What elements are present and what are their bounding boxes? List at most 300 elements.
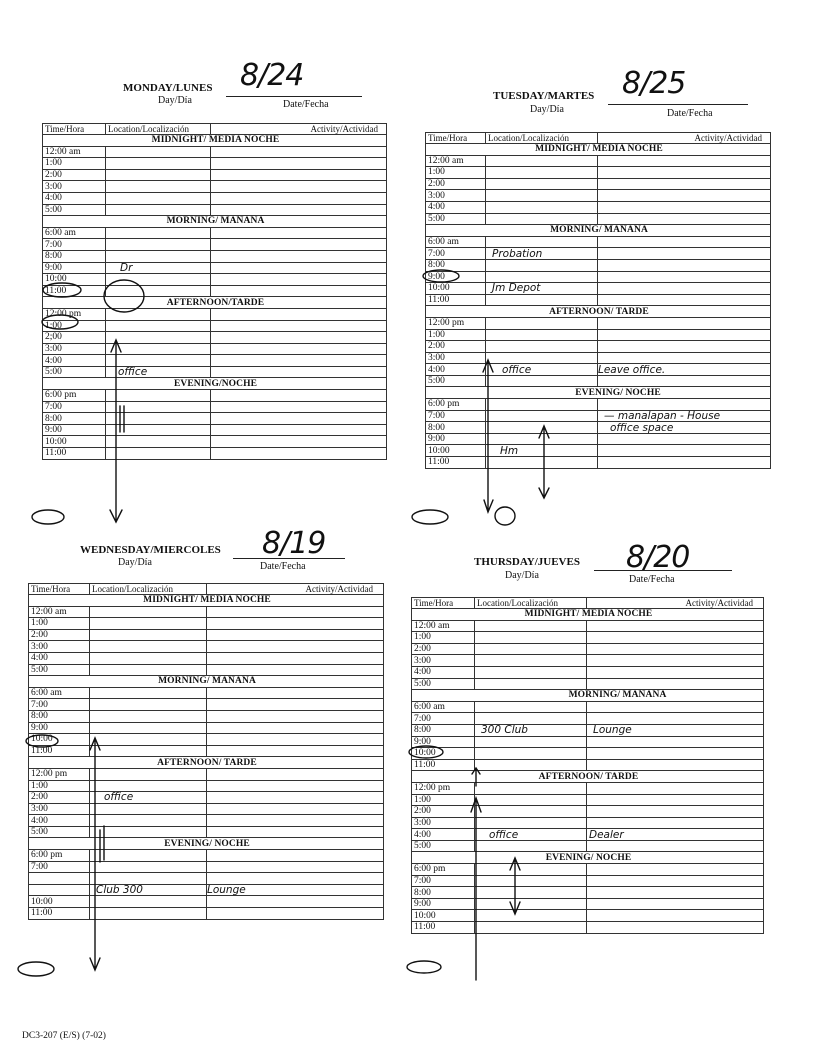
activity-cell — [207, 641, 384, 653]
time-cell: 6:00 pm — [412, 864, 475, 876]
location-cell — [475, 922, 587, 934]
location-cell — [475, 817, 587, 829]
location-cell — [486, 190, 598, 202]
time-row — [426, 410, 771, 422]
time-row — [426, 167, 771, 179]
section-row-morning — [412, 690, 764, 702]
location-cell — [90, 896, 207, 908]
time-row — [29, 664, 384, 676]
activity-cell — [211, 146, 387, 158]
time-row — [426, 155, 771, 167]
time-cell: 10:00 — [43, 274, 106, 286]
location-cell — [106, 343, 211, 355]
time-row — [29, 884, 384, 896]
time-row — [29, 861, 384, 873]
activity-cell — [207, 850, 384, 862]
time-row — [29, 780, 384, 792]
activity-cell — [587, 864, 764, 876]
location-cell — [106, 320, 211, 332]
location-cell — [475, 875, 587, 887]
time-row — [29, 896, 384, 908]
activity-cell — [598, 201, 771, 213]
time-cell: 2:00 — [412, 806, 475, 818]
activity-cell — [211, 401, 387, 413]
activity-cell — [207, 803, 384, 815]
location-cell — [90, 873, 207, 885]
time-row — [29, 629, 384, 641]
section-evening: EVENING/ NOCHE — [412, 852, 764, 864]
time-row — [43, 285, 387, 297]
time-row — [426, 352, 771, 364]
location-cell — [475, 782, 587, 794]
table-header-row — [29, 584, 384, 595]
time-row — [426, 236, 771, 248]
time-cell: 7:00 — [43, 401, 106, 413]
section-row-afternoon — [43, 297, 387, 309]
activity-cell — [587, 632, 764, 644]
location-cell — [106, 401, 211, 413]
time-row — [43, 146, 387, 158]
location-cell — [475, 620, 587, 632]
activity-cell — [211, 192, 387, 204]
location-cell — [90, 850, 207, 862]
section-row-evening — [426, 387, 771, 399]
time-row — [426, 341, 771, 353]
time-cell: 3:00 — [426, 352, 486, 364]
time-cell: 5:00 — [29, 826, 90, 838]
time-cell: 6:00 pm — [426, 399, 486, 411]
location-cell — [475, 736, 587, 748]
time-row — [29, 734, 384, 746]
activity-cell — [211, 413, 387, 425]
location-cell: Jm Depot — [486, 283, 598, 295]
time-cell: 4:00 — [412, 829, 475, 841]
time-cell: 3:00 — [43, 343, 106, 355]
time-row — [412, 759, 764, 771]
activity-cell — [587, 748, 764, 760]
time-cell: 5:00 — [29, 664, 90, 676]
time-row — [426, 457, 771, 469]
wednesday-day-sub: Day/Día — [118, 557, 152, 568]
location-cell — [106, 158, 211, 170]
time-cell: 11:00 — [426, 457, 486, 469]
time-cell: 10:00 — [29, 896, 90, 908]
location-cell — [90, 908, 207, 920]
col-activity-header: Activity/Actividad — [207, 584, 384, 595]
time-cell: 5:00 — [412, 678, 475, 690]
location-cell — [486, 375, 598, 387]
activity-cell — [587, 713, 764, 725]
time-cell: 10:00 — [426, 445, 486, 457]
activity-cell — [207, 745, 384, 757]
location-cell — [475, 701, 587, 713]
activity-cell — [598, 329, 771, 341]
time-row — [43, 227, 387, 239]
time-row — [426, 329, 771, 341]
location-cell — [90, 699, 207, 711]
activity-cell — [211, 436, 387, 448]
section-afternoon: AFTERNOON/ TARDE — [29, 757, 384, 769]
activity-cell — [598, 271, 771, 283]
activity-cell — [598, 399, 771, 411]
time-row — [412, 864, 764, 876]
activity-cell — [598, 213, 771, 225]
time-cell: 6:00 pm — [29, 850, 90, 862]
activity-cell — [587, 840, 764, 852]
location-cell — [486, 433, 598, 445]
time-row — [29, 687, 384, 699]
time-cell: 9:00 — [426, 271, 486, 283]
wednesday-date: 8/19 — [262, 526, 326, 561]
time-row — [426, 399, 771, 411]
thursday-date: 8/20 — [626, 540, 690, 575]
time-row — [43, 320, 387, 332]
time-row — [43, 158, 387, 170]
monday-day-title: MONDAY/LUNES — [123, 82, 213, 94]
col-time-header: Time/Hora — [29, 584, 90, 595]
time-cell: 4:00 — [29, 652, 90, 664]
activity-cell: Leave office. — [598, 364, 771, 376]
activity-cell — [211, 181, 387, 193]
activity-cell — [598, 167, 771, 179]
time-row — [29, 641, 384, 653]
location-cell — [475, 666, 587, 678]
activity-cell — [207, 873, 384, 885]
activity-cell — [587, 678, 764, 690]
time-cell: 11:00 — [412, 922, 475, 934]
section-morning: MORNING/ MAÑANA — [29, 676, 384, 688]
activity-cell — [211, 332, 387, 344]
activity-cell — [598, 375, 771, 387]
location-cell: office — [90, 792, 207, 804]
circle-mark — [412, 510, 448, 524]
time-row — [426, 375, 771, 387]
activity-cell — [207, 629, 384, 641]
section-afternoon: AFTERNOON/ TARDE — [412, 771, 764, 783]
col-location-header: Location/Localización — [90, 584, 207, 595]
time-row — [426, 283, 771, 295]
location-cell — [486, 236, 598, 248]
location-cell — [106, 146, 211, 158]
time-row — [43, 332, 387, 344]
activity-cell — [587, 666, 764, 678]
time-row — [426, 201, 771, 213]
activity-cell — [598, 294, 771, 306]
activity-cell — [587, 887, 764, 899]
section-row-morning — [426, 225, 771, 237]
time-row — [412, 817, 764, 829]
time-cell: 2:00 — [426, 341, 486, 353]
time-cell: 2:00 — [426, 178, 486, 190]
activity-cell — [598, 259, 771, 271]
activity-cell — [587, 655, 764, 667]
time-cell: 12:00 am — [412, 620, 475, 632]
activity-cell — [211, 448, 387, 460]
time-cell: 7:00 — [43, 239, 106, 251]
location-cell — [90, 815, 207, 827]
section-morning: MORNING/ MAÑANA — [43, 216, 387, 228]
time-cell: 10:00 — [426, 283, 486, 295]
time-row — [43, 169, 387, 181]
location-cell — [486, 410, 598, 422]
time-cell: 7:00 — [426, 248, 486, 260]
table-header-row — [426, 133, 771, 144]
time-cell: 8:00 — [43, 413, 106, 425]
section-row-afternoon — [412, 771, 764, 783]
time-row — [29, 652, 384, 664]
location-cell — [90, 745, 207, 757]
activity-cell — [587, 922, 764, 934]
time-cell: 5:00 — [43, 366, 106, 378]
time-cell: 5:00 — [426, 213, 486, 225]
time-cell: 5:00 — [426, 375, 486, 387]
activity-cell — [207, 896, 384, 908]
time-cell: 1:00 — [426, 329, 486, 341]
location-cell — [486, 399, 598, 411]
activity-cell — [207, 908, 384, 920]
location-cell — [106, 355, 211, 367]
col-location-header: Location/Localización — [486, 133, 598, 144]
time-cell: 12:00 am — [29, 606, 90, 618]
time-cell: 6:00 am — [426, 236, 486, 248]
section-row-midnight — [43, 135, 387, 147]
time-row — [43, 355, 387, 367]
time-row — [43, 262, 387, 274]
time-row — [426, 294, 771, 306]
time-row — [29, 815, 384, 827]
time-cell: 1:00 — [43, 320, 106, 332]
activity-cell — [207, 734, 384, 746]
time-row — [412, 806, 764, 818]
time-cell: 11:00 — [29, 908, 90, 920]
location-cell — [90, 664, 207, 676]
activity-cell — [598, 155, 771, 167]
time-row — [29, 873, 384, 885]
activity-cell — [598, 445, 771, 457]
location-cell — [486, 457, 598, 469]
activity-cell — [207, 826, 384, 838]
activity-cell — [211, 239, 387, 251]
location-cell — [475, 632, 587, 644]
time-cell: 8:00 — [426, 422, 486, 434]
time-row — [29, 606, 384, 618]
wednesday-log-table — [28, 583, 384, 920]
table-header-row — [412, 598, 764, 609]
time-cell: 12:00 pm — [43, 308, 106, 320]
activity-cell: Dealer — [587, 829, 764, 841]
time-cell: 12:00 am — [426, 155, 486, 167]
time-cell: 11:00 — [43, 285, 106, 297]
location-cell — [475, 910, 587, 922]
location-cell — [106, 413, 211, 425]
activity-cell — [587, 736, 764, 748]
thursday-log-table — [411, 597, 764, 934]
time-cell: 11:00 — [426, 294, 486, 306]
time-row — [29, 826, 384, 838]
time-row — [412, 632, 764, 644]
activity-cell — [211, 308, 387, 320]
tuesday-date: 8/25 — [622, 66, 686, 101]
activity-cell — [207, 722, 384, 734]
time-row — [43, 401, 387, 413]
location-cell — [106, 390, 211, 402]
tuesday-day-sub: Day/Día — [530, 104, 564, 115]
location-cell — [475, 655, 587, 667]
location-cell — [475, 759, 587, 771]
location-cell — [90, 780, 207, 792]
time-row — [29, 803, 384, 815]
time-row — [412, 910, 764, 922]
time-row — [412, 794, 764, 806]
time-cell: 8:00 — [412, 887, 475, 899]
activity-cell — [598, 236, 771, 248]
time-row — [412, 701, 764, 713]
time-row — [29, 768, 384, 780]
form-code: DC3-207 (E/S) (7-02) — [22, 1031, 106, 1041]
time-cell: 2;00 — [43, 332, 106, 344]
col-activity-header: Activity/Actividad — [598, 133, 771, 144]
time-cell: 3:00 — [412, 817, 475, 829]
time-row — [426, 271, 771, 283]
location-cell — [90, 734, 207, 746]
time-cell: 7:00 — [29, 861, 90, 873]
time-row — [412, 713, 764, 725]
monday-date-sub: Date/Fecha — [283, 99, 329, 110]
time-cell: 9:00 — [426, 433, 486, 445]
tuesday-date-sub: Date/Fecha — [667, 108, 713, 119]
time-cell: 7:00 — [412, 713, 475, 725]
location-cell — [475, 840, 587, 852]
col-activity-header: Activity/Actividad — [587, 598, 764, 609]
time-cell — [29, 884, 90, 896]
location-cell: office — [486, 364, 598, 376]
time-cell: 3:00 — [43, 181, 106, 193]
location-cell — [486, 167, 598, 179]
time-row — [29, 618, 384, 630]
circle-mark — [18, 962, 54, 976]
activity-cell — [211, 355, 387, 367]
time-cell: 8:00 — [29, 710, 90, 722]
activity-cell — [587, 875, 764, 887]
location-cell — [90, 826, 207, 838]
section-midnight: MIDNIGHT/ MEDIA NOCHE — [426, 144, 771, 156]
activity-cell — [207, 710, 384, 722]
time-cell: 3:00 — [412, 655, 475, 667]
activity-cell — [598, 178, 771, 190]
activity-cell — [207, 792, 384, 804]
time-cell: 4:00 — [43, 192, 106, 204]
section-evening: EVENING/ NOCHE — [426, 387, 771, 399]
time-row — [426, 248, 771, 260]
time-cell: 12:00 pm — [426, 317, 486, 329]
time-row — [412, 678, 764, 690]
activity-cell — [211, 343, 387, 355]
activity-cell — [598, 317, 771, 329]
time-cell: 4:00 — [29, 815, 90, 827]
section-row-afternoon — [426, 306, 771, 318]
location-cell — [106, 308, 211, 320]
time-cell: 1:00 — [29, 618, 90, 630]
activity-cell — [207, 618, 384, 630]
activity-cell — [207, 652, 384, 664]
section-evening: EVENING/ NOCHE — [29, 838, 384, 850]
activity-cell — [598, 190, 771, 202]
time-row — [43, 366, 387, 378]
time-row — [43, 448, 387, 460]
activity-cell — [207, 768, 384, 780]
time-row — [412, 829, 764, 841]
time-cell: 1:00 — [43, 158, 106, 170]
location-cell — [486, 329, 598, 341]
time-cell: 9:00 — [43, 424, 106, 436]
location-cell: Club 300 — [90, 884, 207, 896]
time-row — [412, 898, 764, 910]
time-row — [412, 643, 764, 655]
col-time-header: Time/Hora — [412, 598, 475, 609]
time-cell: 4:00 — [426, 201, 486, 213]
table-header-row — [43, 124, 387, 135]
location-cell — [106, 436, 211, 448]
location-cell: Probation — [486, 248, 598, 260]
activity-cell — [211, 250, 387, 262]
activity-cell — [211, 227, 387, 239]
time-cell: 9:00 — [412, 898, 475, 910]
time-cell: 9:00 — [43, 262, 106, 274]
time-row — [412, 736, 764, 748]
activity-cell — [207, 687, 384, 699]
location-cell — [475, 806, 587, 818]
time-row — [412, 748, 764, 760]
location-cell — [106, 332, 211, 344]
time-cell: 11:00 — [412, 759, 475, 771]
circle-mark — [32, 510, 64, 524]
time-cell: 4:00 — [426, 364, 486, 376]
location-cell — [106, 239, 211, 251]
section-evening: EVENING/NOCHE — [43, 378, 387, 390]
section-row-midnight — [412, 609, 764, 621]
activity-cell — [598, 352, 771, 364]
section-afternoon: AFTERNOON/ TARDE — [426, 306, 771, 318]
col-location-header: Location/Localización — [106, 124, 211, 135]
location-cell: Hm — [486, 445, 598, 457]
monday-day-sub: Day/Día — [158, 95, 192, 106]
location-cell — [106, 227, 211, 239]
section-midnight: MIDNIGHT/ MEDIA NOCHE — [29, 595, 384, 607]
activity-cell — [211, 320, 387, 332]
location-cell — [90, 722, 207, 734]
activity-cell — [211, 366, 387, 378]
activity-cell — [598, 248, 771, 260]
time-row — [426, 422, 771, 434]
location-cell — [90, 768, 207, 780]
time-row — [426, 433, 771, 445]
activity-cell: Lounge — [207, 884, 384, 896]
location-cell — [90, 606, 207, 618]
time-cell: 12:00 pm — [412, 782, 475, 794]
location-cell — [106, 181, 211, 193]
activity-cell — [587, 643, 764, 655]
location-cell — [475, 643, 587, 655]
location-cell — [90, 687, 207, 699]
activity-cell — [587, 806, 764, 818]
time-cell: 2:00 — [29, 792, 90, 804]
time-row — [43, 274, 387, 286]
time-cell: 1:00 — [412, 632, 475, 644]
time-row — [29, 722, 384, 734]
time-row — [43, 204, 387, 216]
location-cell — [106, 250, 211, 262]
time-cell: 6:00 am — [43, 227, 106, 239]
